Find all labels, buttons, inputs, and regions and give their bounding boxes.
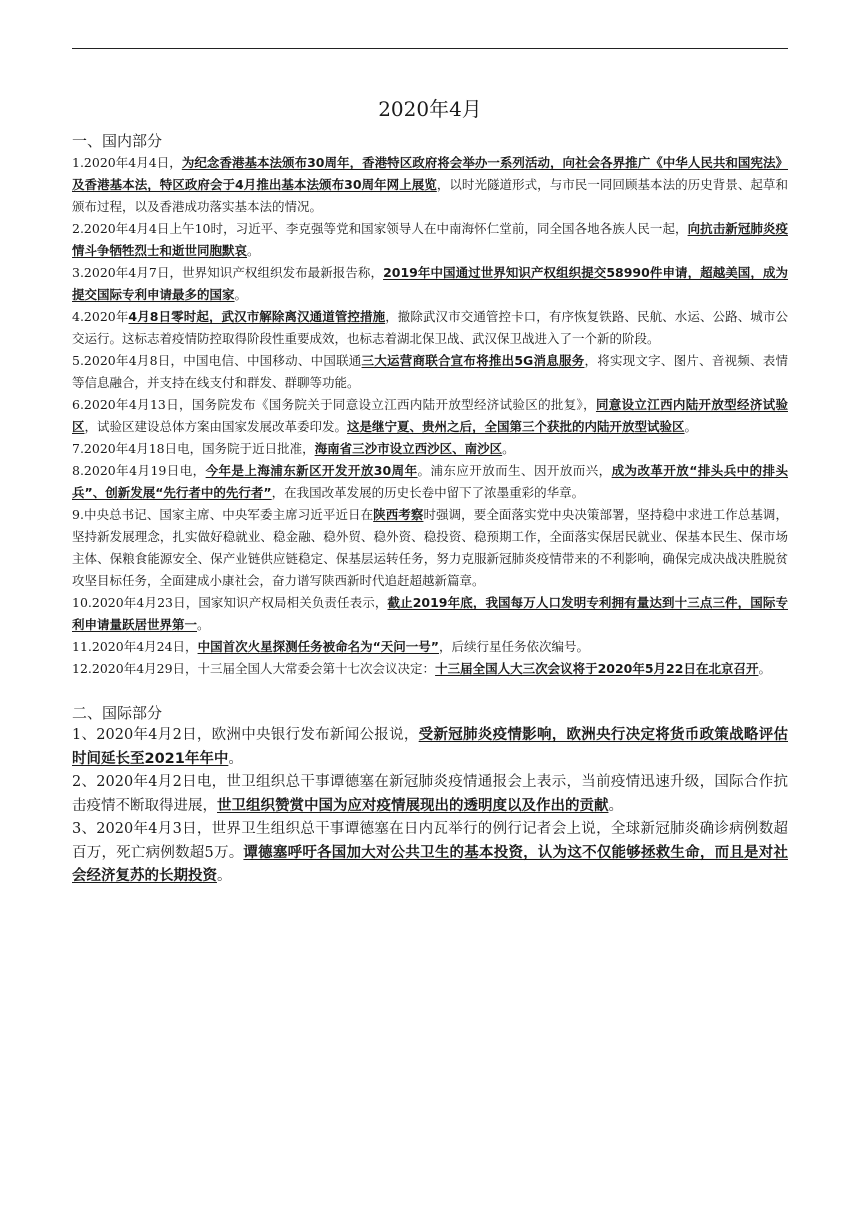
section-heading-international: 二、国际部分 — [72, 704, 163, 722]
key-point-text: 截止2019年底，我国每万人口发明专利拥有量达到十三点三件，国际专利申请量跃居世界第一 — [72, 595, 788, 632]
header-rule — [72, 48, 788, 49]
domestic-items — [72, 152, 788, 680]
key-point-text: 三大运营商联合宣布将推出5G消息服务 — [361, 353, 585, 368]
item-text: 3、2020年4月3日，世界卫生组织总干事谭德塞在日内瓦举行的例行记者会上说，全球新冠肺炎确诊病例数超百万，死亡病例数超5万。 — [72, 821, 788, 861]
item-text: 6.2020年4月13日，国务院发布《国务院关于同意设立江西内陆开放型经济试验区的批复》， — [72, 397, 596, 412]
item-text: ，撤除武汉市交通管控卡口，有序恢复铁路、民航、水运、公路、城市公交运行。这标志着疫情防控取得阶段性重要成效，也标志着湖北保卫战、武汉保卫战进入了一个新的阶段。 — [72, 309, 788, 346]
international-items — [72, 724, 788, 889]
item-text: 7.2020年4月18日电，国务院于近日批准， — [72, 441, 315, 456]
item-text: 。 — [502, 441, 515, 456]
news-item — [72, 438, 788, 460]
key-point-text: 今年是上海浦东新区开发开放30周年 — [205, 463, 418, 478]
news-item — [72, 350, 788, 394]
item-text: 。 — [684, 419, 698, 434]
news-item — [72, 592, 788, 636]
key-point-text: 这是继宁夏、贵州之后，全国第三个获批的内陆开放型试验区 — [347, 419, 685, 434]
key-point-text: 中国首次火星探测任务被命名为“天问一号” — [197, 639, 439, 654]
item-text: ，以时光隧道形式，与市民一同回顾基本法的历史背景、起草和颁布过程，以及香港成功落实基本法的情况。 — [72, 177, 788, 214]
domestic-section — [72, 130, 788, 680]
item-text: 时强调，要全面落实党中央决策部署，坚持稳中求进工作总基调，坚持新发展理念，扎实做好稳就业、稳金融、稳外贸、稳外资、稳投资、稳预期工作，全面落实保居民就业、保基本民生、保市场主体、保粮食能源安全、保产业链供应链稳定、保基层运转任务，努力克服新冠肺炎疫情带来的不利影响，确保完成决战决胜脱贫攻坚目标任务，全面建成小康社会，奋力谱写陕西新时代追赶超越新篇章。 — [72, 507, 788, 588]
section-gap — [72, 680, 788, 702]
item-text: 4.2020年 — [72, 309, 129, 324]
key-point-text: 向抗击新冠肺炎疫情斗争牺牲烈士和逝世同胞默哀 — [72, 221, 788, 258]
key-point-text: 2019年中国通过世界知识产权组织提交58990件申请，超越美国，成为提交国际专利申请最多的国家 — [72, 265, 788, 302]
key-point-text: 为纪念香港基本法颁布30周年，香港特区政府将会举办一系列活动，向社会各界推广《中华人民共和国宪法》及香港基本法，特区政府会于4月推出基本法颁布30周年网上展览 — [72, 155, 788, 192]
item-text: 11.2020年4月24日， — [72, 639, 198, 654]
key-point-text: 世卫组织赞赏中国为应对疫情展现出的透明度以及作出的贡献 — [217, 797, 609, 814]
news-item — [72, 394, 788, 438]
item-text: 2.2020年4月4日上午10时，习近平、李克强等党和国家领导人在中南海怀仁堂前，同全国各地各族人民一起， — [72, 221, 688, 236]
key-point-text: 谭德塞呼吁各国加大对公共卫生的基本投资，认为这不仅能够拯救生命，而且是对社会经济复苏的长期投资 — [72, 844, 788, 884]
news-item — [72, 771, 788, 818]
key-point-text: 同意设立江西内陆开放型经济试验区 — [72, 397, 788, 434]
item-text: 。 — [608, 797, 623, 814]
item-text: 5.2020年4月8日，中国电信、中国移动、中国联通 — [72, 353, 362, 368]
item-text: 。 — [197, 617, 210, 632]
item-text: 。 — [247, 243, 260, 258]
news-item — [72, 818, 788, 889]
key-point-text: 十三届全国人大三次会议将于2020年5月22日在北京召开 — [435, 661, 759, 676]
news-item — [72, 262, 788, 306]
international-section — [72, 702, 788, 889]
page-title: 2020年4月 — [378, 97, 482, 121]
item-text: 。 — [217, 868, 232, 884]
item-text: 。 — [228, 750, 243, 767]
item-text: 。 — [758, 661, 771, 676]
news-item — [72, 306, 788, 350]
key-point-text: 受新冠肺炎疫情影响，欧洲央行决定将货币政策战略评估时间延长至2021年年中 — [72, 727, 789, 767]
item-text: 。 — [234, 287, 248, 302]
key-point-text: 4月8日零时起，武汉市解除离汉通道管控措施 — [128, 309, 386, 324]
item-text: 3.2020年4月7日，世界知识产权组织发布最新报告称， — [72, 265, 384, 280]
news-item — [72, 658, 788, 680]
item-text: 。浦东应开放而生、因开放而兴， — [417, 463, 612, 478]
item-text: 9.中央总书记、国家主席、中央军委主席习近平近日在 — [72, 507, 374, 522]
news-item — [72, 724, 788, 771]
item-text: ，将实现文字、图片、音视频、表情等信息融合，并支持在线支付和群发、群聊等功能。 — [72, 353, 788, 390]
item-text: 12.2020年4月29日，十三届全国人大常委会第十七次会议决定： — [72, 661, 436, 676]
news-item — [72, 460, 788, 504]
news-item — [72, 636, 788, 658]
item-text: 2、2020年4月2日电，世卫组织总干事谭德塞在新冠肺炎疫情通报会上表示，当前疫情迅速升级，国际合作抗击疫情不断取得进展， — [72, 774, 788, 814]
item-text: ，后续行星任务依次编号。 — [439, 639, 590, 654]
section-heading-domestic: 一、国内部分 — [72, 132, 163, 150]
key-point-text: 海南省三沙市设立西沙区、南沙区 — [314, 441, 503, 456]
item-text: ，在我国改革发展的历史长卷中留下了浓墨重彩的华章。 — [271, 485, 585, 500]
item-text: ，试验区建设总体方案由国家发展改革委印发。 — [84, 419, 348, 434]
item-text: 1.2020年4月4日， — [72, 155, 182, 170]
item-text: 8.2020年4月19日电， — [72, 463, 206, 478]
key-point-text: 陕西考察 — [373, 507, 424, 522]
news-item — [72, 152, 788, 218]
item-text: 1、2020年4月2日，欧洲中央银行发布新闻公报说， — [72, 727, 419, 743]
document-body — [72, 130, 788, 889]
key-point-text: 成为改革开放“排头兵中的排头兵”、创新发展“先行者中的先行者” — [72, 463, 788, 500]
item-text: 10.2020年4月23日，国家知识产权局相关负责任表示， — [72, 595, 388, 610]
news-item — [72, 504, 788, 592]
news-item — [72, 218, 788, 262]
